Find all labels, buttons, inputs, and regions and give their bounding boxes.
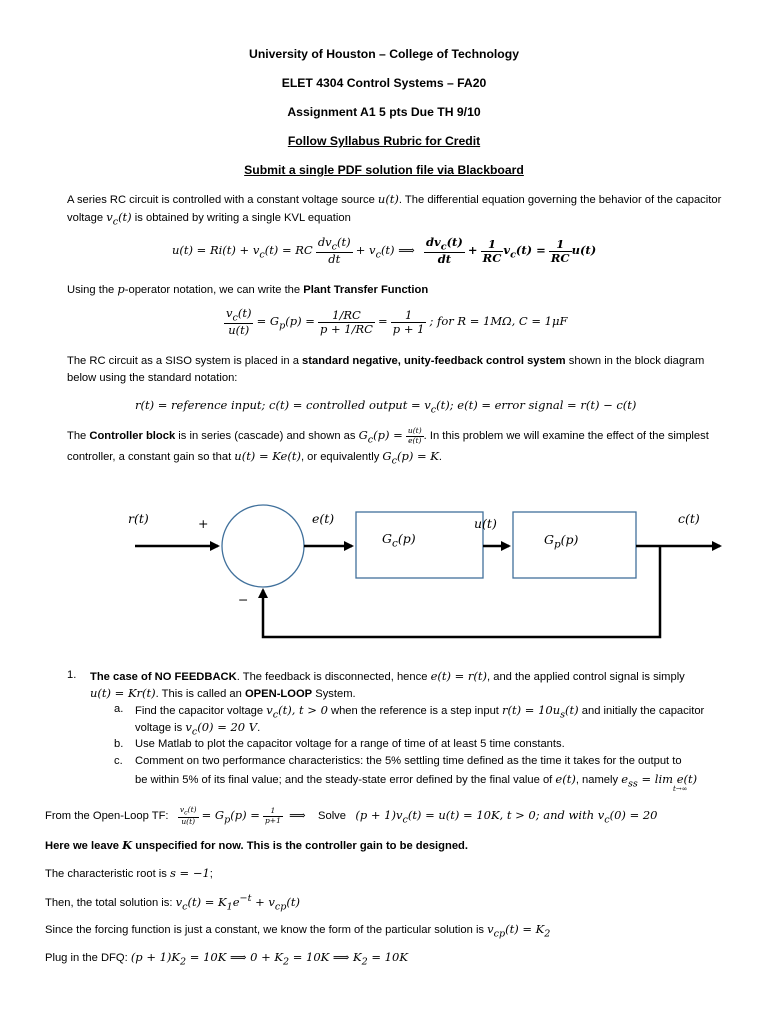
label-reference: r(t) [128,511,149,526]
controller-paragraph: The Controller block is in series (cascade) and shown as $G_c(p)$ = $\frac{u(t)}{e(t)}$ . In this problem we will examine the effect of the simplest controller, a constant gain so that u(t) = Ke(t), or equivalently $G_c(p) = K$. [67,426,709,467]
item-c-line1: Comment on two performance characteristics: the 5% settling time defined as the time it takes for the output to [135,755,682,767]
gain-note: Here we leave K unspecified for now. This is the controller gain to be designed. [45,838,468,852]
item-b-label: b. [114,738,124,750]
total-solution: Then, the total solution is: $v_c(t) = K_1e^{-t} + v_{cp}(t)$ [45,893,300,913]
section-1-line2: u(t) = Kr(t). This is called an OPEN-LOOP System. [90,686,356,700]
item-c-line2: be within 5% of its final value; and the steady-state error defined by the final value of e(t), namely $e_{ss} = \lim e(t)$ [135,772,698,790]
controller-block [356,512,483,578]
block-diagram [120,490,730,660]
item-b-text: Use Matlab to plot the capacitor voltage for a range of time of at least 5 time constants. [135,738,565,750]
label-minus: − [238,592,249,607]
particular-solution: Since the forcing function is just a constant, we know the form of the particular solution is $v_{cp}(t) = K_2$ [45,922,551,940]
section-1-line1: The case of NO FEEDBACK. The feedback is disconnected, hence e(t) = r(t), and the applied control signal is simply [90,669,685,683]
plug-in-dfq: Plug in the DFQ: $(p + 1)K_2 = 10K$ ⟹ $0 + K_2 = 10K$ ⟹ $K_2 = 10K$ [45,950,408,968]
open-loop-solve-line: From the Open-Loop TF: $\frac{v_c(t)}{u(t)}$ = $G_p(p)$ = $\frac{1}{p+1}$ ⟹ Solve $(p + 1)v_c(t) = u(t) = 10K$, t > 0; and with $v_c(0) = 20$ [45,805,658,826]
label-control: u(t) [474,516,497,531]
label-plant: $G_p(p)$ [544,532,579,551]
item-a-label: a. [114,703,124,715]
p-operator-paragraph: Using the p-operator notation, we can write the Plant Transfer Function [67,282,429,296]
item-a-line1: Find the capacitor voltage $v_c(t)$, t > 0 when the reference is a step input $r(t) = 10u_s(t)$ and initially the capacitor [135,703,705,721]
item-c-label: c. [114,755,123,767]
plant-transfer-function: $\frac{v_c(t)}{u(t)}$ = $G_p(p)$ = $\frac{1/RC}{p + 1/RC}$ = $\frac{1}{p + 1}$ ; for R = 1MΩ, C = 1μF [226,306,568,338]
limit-subscript: t→∞ [673,785,688,793]
label-error: e(t) [312,511,335,526]
section-1-number: 1. [67,669,77,681]
header-assignment: Assignment A1 5 pts Due TH 9/10 [287,105,481,119]
label-plus: + [198,516,209,531]
item-a-line2: voltage is $v_c(0) = 20$ V. [135,720,261,738]
kvl-equation: $u(t) = Ri(t) + v_c(t)$ = RC $\frac{dv_c(t)}{dt}$ + $v_c(t)$ ⟹ $\frac{dv_c(t)}{dt}$ + $\frac{1}{RC}$ $v_c(t)$ = $\frac{1}{RC}$ u(t) [172,235,597,267]
summing-junction [222,505,304,587]
header-institution: University of Houston – College of Technology [249,47,519,61]
siso-paragraph: The RC circuit as a SISO system is placed in a standard negative, unity-feedback control system shown in the block diagram below using the standard notation: [67,355,705,384]
label-output: c(t) [678,511,700,526]
intro-paragraph: A series RC circuit is controlled with a constant voltage source u(t). The differential equation governing the behavior of the capacitor voltage $v_c(t)$ is obtained by writing a single KVL equation [67,192,722,228]
notation-line: r(t) = reference input; c(t) = controlled output = $v_c(t)$; e(t) = error signal = r(t) − c(t) [135,398,637,416]
characteristic-root: The characteristic root is s = −1; [45,866,213,880]
label-controller: $G_c(p)$ [382,531,416,550]
header-submit: Submit a single PDF solution file via Blackboard [244,163,524,177]
header-course: ELET 4304 Control Systems – FA20 [281,76,487,90]
header-rubric: Follow Syllabus Rubric for Credit [287,134,481,148]
